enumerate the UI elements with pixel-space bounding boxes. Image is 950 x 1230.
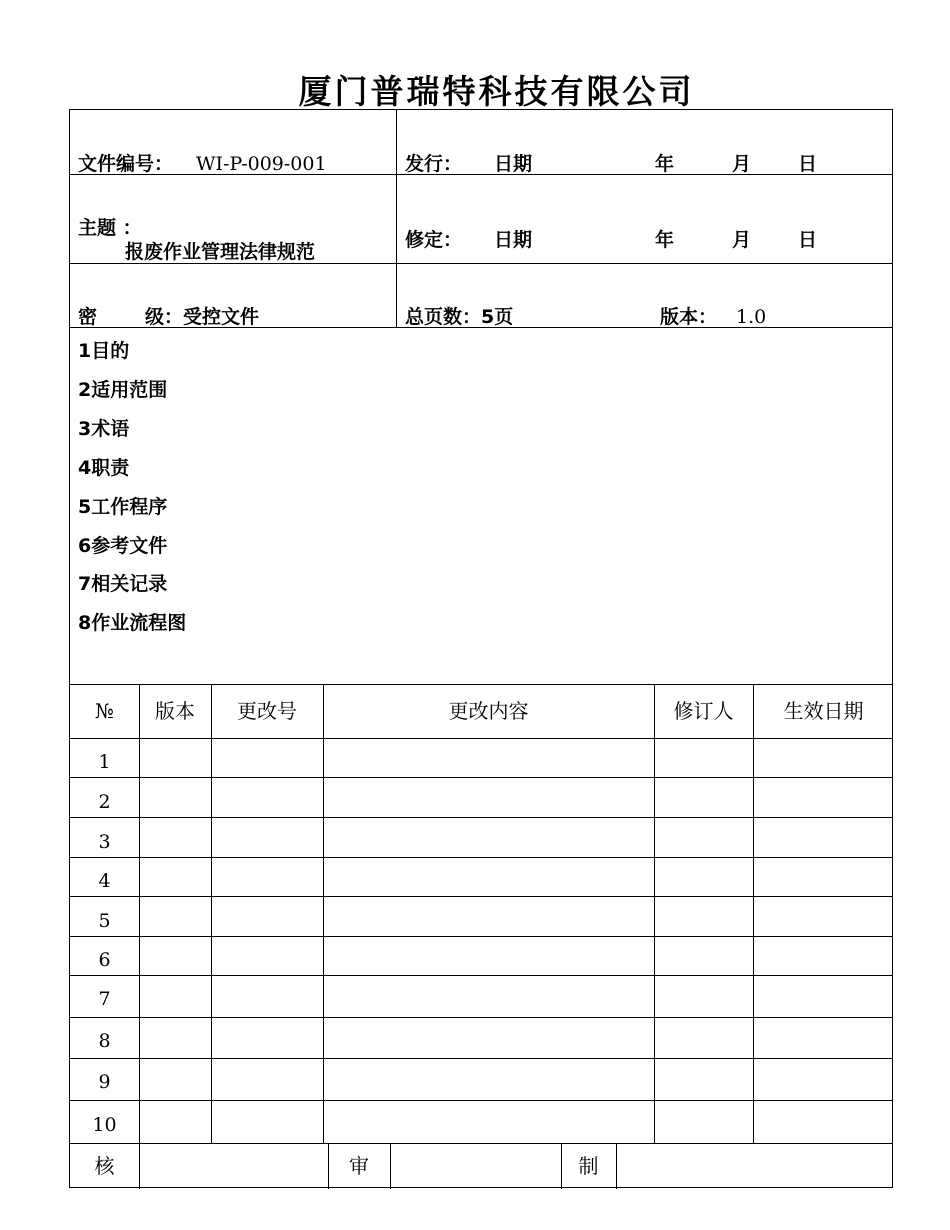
version-value: 1.0 [736,306,767,328]
toc-item: 8作业流程图 [78,612,187,634]
divider [616,1143,617,1189]
divider [70,817,892,818]
table-row-number: 8 [98,1030,111,1052]
divider [70,857,892,858]
revise-date-label: 日期 [494,229,533,251]
divider [753,684,754,1143]
divider [70,738,892,739]
table-row-number: 4 [98,870,111,892]
col-header-effective-date: 生效日期 [783,699,864,723]
divider [654,684,655,1143]
col-header-change-no: 更改号 [237,699,297,723]
doc-no-label: 文件编号： [78,153,174,175]
divider [211,684,212,1143]
col-header-version: 版本 [155,699,195,723]
divider [70,777,892,778]
issue-year: 年 [655,153,675,175]
divider [70,1143,892,1144]
toc-item: 6参考文件 [78,535,168,557]
security-level: 级：受控文件 [145,306,260,328]
divider [70,896,892,897]
toc-item: 3术语 [78,418,130,440]
issue-label: 发行： [405,153,463,175]
divider [70,174,892,175]
toc-item: 7相关记录 [78,573,168,595]
issue-month: 月 [732,153,752,175]
divider [70,1058,892,1059]
company-title: 厦门普瑞特科技有限公司 [298,72,695,111]
table-row-number: 6 [98,949,111,971]
footer-make-label: 制 [578,1154,599,1178]
subject-label: 主题 ： [78,217,142,239]
revise-month: 月 [732,229,752,251]
issue-date-label: 日期 [494,153,533,175]
secret-label: 密 [78,306,98,328]
toc-item: 5工作程序 [78,496,168,518]
table-row-number: 5 [98,910,111,932]
table-row-number: 9 [98,1071,111,1093]
divider [139,684,140,1189]
doc-no-value: WI-P-009-001 [196,153,327,175]
revise-day: 日 [798,229,818,251]
divider [70,1100,892,1101]
version-label: 版本： [660,306,718,328]
col-header-change-content: 更改内容 [448,699,529,723]
document-form [69,109,893,1188]
issue-day: 日 [798,153,818,175]
table-row-number: 1 [98,751,111,773]
table-row-number: 7 [98,988,111,1010]
divider [396,110,397,327]
divider [70,1017,892,1018]
revise-label: 修定： [405,229,463,251]
revise-year: 年 [655,229,675,251]
divider [70,936,892,937]
footer-review-label: 审 [349,1154,369,1178]
divider [323,684,324,1143]
divider [70,975,892,976]
table-row-number: 3 [98,831,111,853]
table-row-number: 2 [98,791,111,813]
col-header-reviser: 修订人 [673,699,734,723]
divider [390,1143,391,1189]
toc-item: 4职责 [78,457,130,479]
subject-value: 报废作业管理法律规范 [125,241,316,263]
toc-item: 1目的 [78,340,130,362]
table-row-number: 10 [92,1114,117,1136]
footer-check-label: 核 [94,1154,115,1178]
col-header-no: № [95,699,114,723]
total-pages: 总页数：5页 [405,306,514,328]
toc-item: 2适用范围 [78,379,168,401]
